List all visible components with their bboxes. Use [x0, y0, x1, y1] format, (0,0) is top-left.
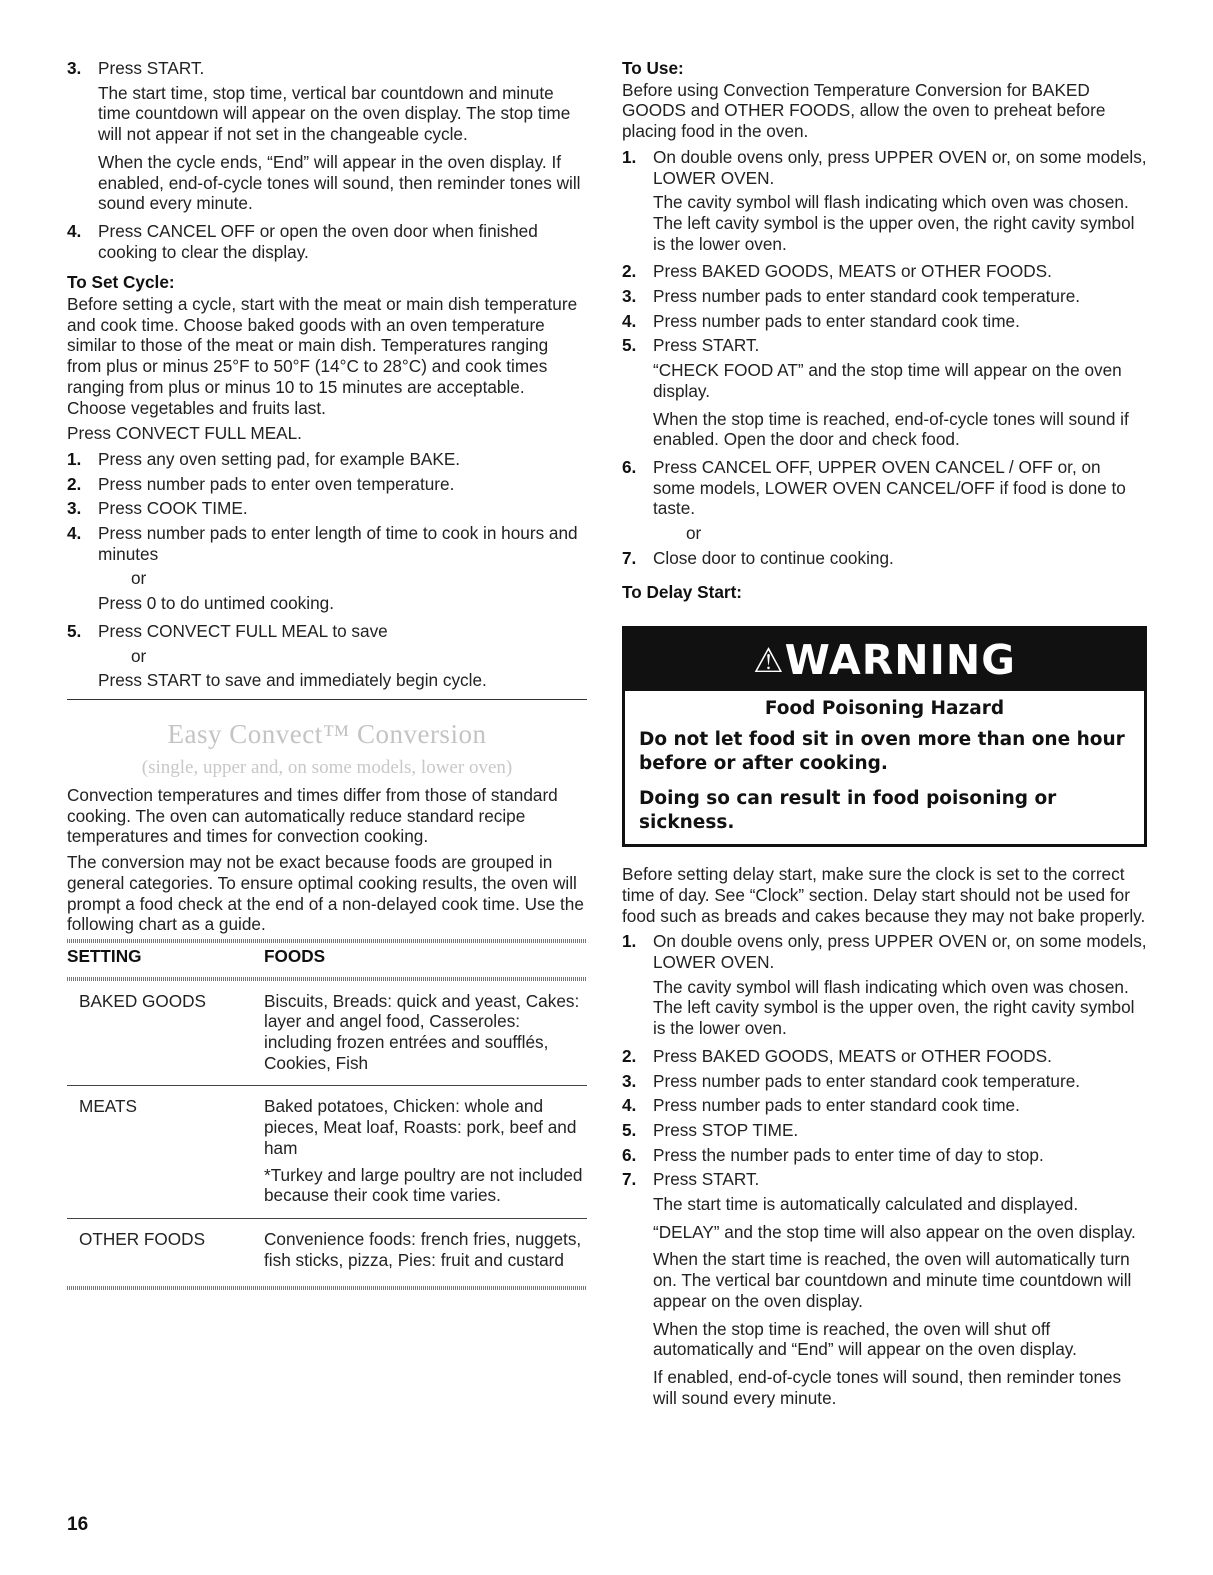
- set-cycle-section: [67, 272, 587, 691]
- step-text: Press number pads to enter standard cook time.: [653, 310, 1020, 331]
- step-number: 3.: [622, 286, 637, 307]
- easy-convect-section: [67, 718, 587, 935]
- step-text: Press BAKED GOODS, MEATS or OTHER FOODS.: [653, 261, 1052, 282]
- easy-convect-paragraph: Convection temperatures and times differ from those of standard cooking. The oven can automatically reduce standard recipe temperatures and times for convection cooking.: [67, 784, 558, 847]
- step-item: [622, 311, 1147, 332]
- set-cycle-intro: Before setting a cycle, start with the meat or main dish temperature and cook time. Choose baked goods with an oven temperature similar to those of the meat or main dish. Temperatures ranging from plus or minus 25°F to 50°F (14°C to 28°C) and cook times ranging from plus or minus 10 to 15 minutes are acceptable. Choose vegetables and fruits last.: [67, 294, 578, 418]
- step-number: 1.: [622, 931, 637, 952]
- warning-text: Do not let food sit in oven more than one hour before or after cooking.: [639, 729, 1125, 775]
- step-text: Press COOK TIME.: [98, 498, 248, 519]
- to-use-section: [622, 58, 1147, 568]
- hazard-title: Food Poisoning Hazard: [764, 698, 1005, 720]
- setting-cell: MEATS: [67, 1086, 264, 1219]
- warning-text: Doing so can result in food poisoning or sickness.: [639, 788, 1057, 834]
- step-text: On double ovens only, press UPPER OVEN or, on some models, LOWER OVEN.: [653, 931, 1147, 972]
- step-number: 4.: [67, 523, 82, 544]
- step-text: Press START.: [653, 335, 760, 356]
- section-divider: [67, 699, 587, 700]
- step-detail: If enabled, end-of-cycle tones will sound, then reminder tones will sound every minute.: [653, 1366, 1122, 1408]
- step-text: Press number pads to enter oven temperature.: [98, 473, 455, 494]
- step-detail: When the stop time is reached, end-of-cycle tones will sound if enabled. Open the door and check food.: [653, 408, 1129, 450]
- step-text: On double ovens only, press UPPER OVEN or, on some models, LOWER OVEN.: [653, 146, 1147, 188]
- step-item: [622, 1120, 1147, 1141]
- step-item: [67, 621, 587, 642]
- step-text: Close door to continue cooking.: [653, 547, 894, 568]
- right-column: [622, 58, 1147, 1415]
- step-item: [622, 1169, 1147, 1190]
- foods-cell: Biscuits, Breads: quick and yeast, Cakes: layer and angel food, Casseroles: including frozen entrées and soufflés, Cookies, Fish: [264, 981, 587, 1086]
- step-number: 3.: [67, 58, 82, 78]
- step-detail: Press START to save and immediately begin cycle.: [98, 670, 487, 691]
- warning-body: [625, 691, 1144, 844]
- step-text: Press CANCEL OFF or open the oven door when finished cooking to clear the display.: [98, 220, 538, 262]
- step-detail: “CHECK FOOD AT” and the stop time will appear on the oven display.: [653, 360, 1122, 401]
- step-text: Press STOP TIME.: [653, 1119, 799, 1140]
- step-number: 1.: [67, 448, 82, 469]
- delay-start-heading: To Delay Start:: [622, 582, 743, 603]
- delay-intro: Before setting delay start, make sure the clock is set to the correct time of day. See “Clock” section. Delay start should not be used for food such as breads and cakes because they may not bake properly.: [622, 864, 1146, 926]
- table-row: [67, 981, 587, 1086]
- step-text: Press START.: [653, 1169, 760, 1190]
- warning-banner: [625, 629, 1144, 691]
- step-item: [622, 1095, 1147, 1116]
- warning-box: [622, 626, 1147, 847]
- or-separator: or: [686, 523, 702, 544]
- step-number: 7.: [622, 547, 637, 568]
- setting-cell: OTHER FOODS: [79, 1228, 206, 1249]
- step-detail: When the cycle ends, “End” will appear in the oven display. If enabled, end-of-cycle tones will sound, then reminder tones will sound every minute.: [98, 151, 581, 214]
- step-number: 2.: [622, 261, 637, 282]
- column-header-setting: SETTING: [67, 945, 142, 966]
- page-number: 16: [67, 1514, 89, 1535]
- foods-cell: [264, 1086, 587, 1219]
- cycle-steps-continued: [67, 58, 587, 262]
- step-item: [622, 335, 1147, 356]
- step-number: 5.: [622, 1119, 637, 1140]
- step-text: Press number pads to enter length of time to cook in hours and minutes: [98, 523, 578, 564]
- step-item: [622, 261, 1147, 282]
- warning-banner-text: WARNING: [784, 636, 1016, 685]
- step-number: 5.: [67, 620, 82, 641]
- step-text: Press number pads to enter standard cook time.: [653, 1095, 1020, 1116]
- step-item: [622, 1046, 1147, 1067]
- step-detail: The start time is automatically calculated and displayed.: [653, 1194, 1079, 1215]
- step-number: 3.: [622, 1070, 637, 1091]
- column-header-foods: FOODS: [264, 945, 326, 966]
- step-text: Press number pads to enter standard cook temperature.: [653, 1070, 1081, 1091]
- step-text: Press any oven setting pad, for example BAKE.: [98, 448, 461, 469]
- step-item: [67, 58, 587, 79]
- step-number: 4.: [67, 220, 82, 241]
- step-item: [622, 931, 1147, 972]
- step-number: 4.: [622, 1095, 637, 1116]
- step-detail: Press 0 to do untimed cooking.: [98, 593, 334, 614]
- step-number: 4.: [622, 310, 637, 331]
- conversion-table: [67, 943, 587, 1282]
- step-detail: When the start time is reached, the oven will automatically turn on. The vertical bar countdown and minute time countdown will appear on the oven display.: [653, 1249, 1132, 1311]
- step-number: 5.: [622, 335, 637, 356]
- step-item: [622, 147, 1147, 188]
- step-number: 6.: [622, 456, 637, 477]
- step-item: [67, 498, 587, 519]
- step-number: 2.: [622, 1045, 637, 1066]
- table-header-row: [67, 943, 587, 975]
- table-bottom-rule: [67, 1286, 587, 1290]
- step-item: [622, 1145, 1147, 1166]
- table-row: [67, 1086, 587, 1219]
- step-number: 6.: [622, 1144, 637, 1165]
- step-number: 3.: [67, 498, 82, 519]
- step-item: [622, 1071, 1147, 1092]
- step-text: Press CANCEL OFF, UPPER OVEN CANCEL / OFF or, on some models, LOWER OVEN CANCEL/OFF if food is done to taste.: [653, 456, 1126, 519]
- setting-cell: BAKED GOODS: [67, 981, 264, 1086]
- or-separator: or: [131, 568, 147, 589]
- step-detail: When the stop time is reached, the oven will shut off automatically and “End” will appear on the oven display.: [653, 1318, 1077, 1360]
- step-item: [67, 523, 587, 564]
- warning-triangle-icon: ⚠: [753, 641, 785, 682]
- foods-cell: Convenience foods: french fries, nuggets, fish sticks, pizza, Pies: fruit and custard: [264, 1228, 582, 1270]
- step-item: [622, 457, 1147, 519]
- or-separator: or: [131, 645, 147, 666]
- step-detail: The cavity symbol will flash indicating which oven was chosen. The left cavity symbol is the upper oven, the right cavity symbol is the lower oven.: [653, 976, 1135, 1039]
- table-row: [67, 1218, 587, 1282]
- step-text: Press the number pads to enter time of day to stop.: [653, 1144, 1044, 1165]
- step-number: 7.: [622, 1169, 637, 1190]
- foods-text: Baked potatoes, Chicken: whole and pieces, Meat loaf, Roasts: pork, beef and ham: [264, 1096, 577, 1158]
- step-number: 2.: [67, 473, 82, 494]
- step-detail: The cavity symbol will flash indicating which oven was chosen. The left cavity symbol is the upper oven, the right cavity symbol is the lower oven.: [653, 192, 1135, 254]
- step-item: [67, 449, 587, 470]
- step-detail: “DELAY” and the stop time will also appear on the oven display.: [653, 1221, 1136, 1242]
- section-title: Easy Convect™ Conversion: [167, 718, 487, 749]
- step-item: [622, 286, 1147, 307]
- step-text: Press CONVECT FULL MEAL to save: [98, 620, 388, 641]
- set-cycle-press: Press CONVECT FULL MEAL.: [67, 423, 302, 444]
- step-text: Press START.: [98, 58, 205, 78]
- step-item: [67, 474, 587, 495]
- delay-start-section: [622, 864, 1147, 1408]
- foods-note: *Turkey and large poultry are not included because their cook time varies.: [264, 1164, 583, 1206]
- to-use-intro: Before using Convection Temperature Conversion for BAKED GOODS and OTHER FOODS, allow the oven to preheat before placing food in the oven.: [622, 79, 1106, 142]
- set-cycle-heading: To Set Cycle:: [67, 272, 175, 293]
- easy-convect-paragraph: The conversion may not be exact because foods are grouped in general categories. To ensure optimal cooking results, the oven will prompt a food check at the end of a non-delayed cook time. Use the following chart as a guide.: [67, 852, 584, 935]
- step-text: Press number pads to enter standard cook temperature.: [653, 286, 1081, 307]
- step-item: [622, 548, 1147, 569]
- step-number: 1.: [622, 146, 637, 167]
- left-column: [67, 58, 587, 1290]
- step-item: [67, 221, 587, 262]
- step-detail: The start time, stop time, vertical bar countdown and minute time countdown will appear on the oven display. The stop time will not appear if not set in the changeable cycle.: [98, 82, 571, 145]
- section-subtitle: (single, upper and, on some models, lower oven): [141, 756, 513, 778]
- step-text: Press BAKED GOODS, MEATS or OTHER FOODS.: [653, 1045, 1052, 1066]
- to-use-heading: To Use:: [622, 58, 684, 78]
